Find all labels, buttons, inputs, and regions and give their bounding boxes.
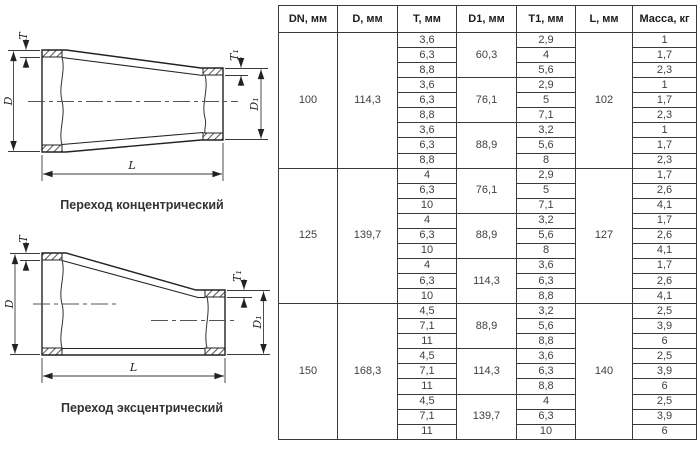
cell-t: 10 [398,243,457,258]
cell-t: 4,5 [398,394,457,409]
cell-d1: 76,1 [457,168,517,213]
cell-mass: 1,7 [633,258,697,273]
cell-t: 6,3 [398,138,457,153]
wall-section [205,290,225,297]
cell-mass: 6 [633,334,697,349]
cell-d1: 114,3 [457,349,517,394]
cell-mass: 4,1 [633,198,697,213]
cell-mass: 2,3 [633,63,697,78]
cell-d: 139,7 [338,168,398,304]
wall-section [42,253,62,260]
cell-t1: 8,8 [517,289,576,304]
wall-section [42,50,62,57]
technical-drawings [0,0,278,450]
cell-t: 4 [398,168,457,183]
cell-t: 4 [398,213,457,228]
cell-mass: 6 [633,379,697,394]
dim-label-d: D [3,299,16,309]
eccentric-reducer-diagram [3,234,270,415]
cell-mass: 1,7 [633,48,697,63]
cell-t: 4,5 [398,304,457,319]
cell-t1: 8,8 [517,334,576,349]
cell-t1: 8 [517,153,576,168]
cell-t: 10 [398,198,457,213]
cell-t: 3,6 [398,123,457,138]
cell-t: 6,3 [398,228,457,243]
cell-t1: 6,3 [517,409,576,424]
dim-label-d1: D₁ [248,97,261,111]
cell-t: 3,6 [398,33,457,48]
cell-t: 4,5 [398,349,457,364]
spec-table-body [279,33,697,440]
cell-mass: 3,9 [633,319,697,334]
column-header: T, мм [398,6,457,33]
cell-d1: 60,3 [457,33,517,78]
cell-dn: 100 [279,33,338,169]
cell-mass: 2,3 [633,108,697,123]
cell-d1: 88,9 [457,304,517,349]
wall-section [42,348,62,355]
cell-t: 6,3 [398,48,457,63]
dim-label-d1: D₁ [251,315,264,329]
cell-t1: 6,3 [517,274,576,289]
cell-t: 6,3 [398,274,457,289]
cell-mass: 2,6 [633,274,697,289]
spec-table [278,5,697,440]
dim-label-l: L [128,159,136,172]
cell-t1: 5 [517,93,576,108]
cell-t1: 3,2 [517,304,576,319]
cell-d1: 88,9 [457,213,517,258]
cell-t1: 8 [517,243,576,258]
cell-t1: 4 [517,48,576,63]
cell-t: 11 [398,424,457,439]
cell-t: 8,8 [398,63,457,78]
cell-t1: 5,6 [517,319,576,334]
cell-t: 11 [398,334,457,349]
dim-label-d: D [2,96,15,106]
cell-mass: 2,5 [633,394,697,409]
column-header: D, мм [338,6,398,33]
cell-mass: 3,9 [633,364,697,379]
cell-t1: 5,6 [517,63,576,78]
cell-t1: 5,6 [517,138,576,153]
cell-t: 4 [398,258,457,273]
wall-section [203,133,223,140]
cell-mass: 2,6 [633,183,697,198]
cell-mass: 4,1 [633,289,697,304]
cell-d: 114,3 [338,33,398,169]
eccentric-caption: Переход эксцентрический [60,401,224,415]
cell-t: 6,3 [398,183,457,198]
cell-dn: 125 [279,168,338,304]
cell-t1: 3,2 [517,123,576,138]
cell-mass: 4,1 [633,243,697,258]
cell-mass: 1,7 [633,138,697,153]
cell-t: 7,1 [398,319,457,334]
cell-t1: 3,6 [517,349,576,364]
cell-mass: 1,7 [633,213,697,228]
cell-t: 11 [398,379,457,394]
concentric-reducer-diagram [2,31,268,212]
cell-d1: 88,9 [457,123,517,168]
dim-label-t: T [17,235,30,243]
cell-l: 102 [576,33,633,169]
column-header: T1, мм [517,6,576,33]
cell-mass: 3,9 [633,409,697,424]
cell-mass: 1 [633,78,697,93]
table-row [279,168,697,183]
column-header: L, мм [576,6,633,33]
cell-t1: 7,1 [517,108,576,123]
cell-t: 6,3 [398,93,457,108]
cell-d1: 114,3 [457,258,517,303]
dim-label-t1: T₁ [231,270,244,282]
cell-t1: 2,9 [517,33,576,48]
cell-t: 8,8 [398,153,457,168]
wall-section [42,145,62,152]
table-row [279,33,697,48]
column-header: Масса, кг [633,6,697,33]
cell-t: 7,1 [398,409,457,424]
wall-section [205,348,225,355]
cell-mass: 1 [633,123,697,138]
dim-label-t: T [17,32,30,40]
cell-mass: 1,7 [633,168,697,183]
cell-d1: 76,1 [457,78,517,123]
cell-d: 168,3 [338,304,398,440]
cell-t1: 5,6 [517,228,576,243]
cell-l: 140 [576,304,633,440]
cell-mass: 2,5 [633,349,697,364]
cell-l: 127 [576,168,633,304]
cell-mass: 1 [633,33,697,48]
wall-section [203,68,223,75]
cell-t1: 3,2 [517,213,576,228]
cell-dn: 150 [279,304,338,440]
column-header: DN, мм [279,6,338,33]
cell-t1: 3,6 [517,258,576,273]
cell-t1: 6,3 [517,364,576,379]
cell-mass: 1,7 [633,93,697,108]
cell-t: 8,8 [398,108,457,123]
cell-mass: 2,5 [633,304,697,319]
cell-mass: 6 [633,424,697,439]
cell-t1: 10 [517,424,576,439]
dim-label-l: L [129,361,138,374]
cell-t1: 2,9 [517,168,576,183]
cell-t1: 4 [517,394,576,409]
cell-t1: 2,9 [517,78,576,93]
cell-d1: 139,7 [457,394,517,440]
cell-t: 7,1 [398,364,457,379]
column-header: D1, мм [457,6,517,33]
cell-t1: 5 [517,183,576,198]
cell-t: 3,6 [398,78,457,93]
concentric-caption: Переход концентрический [60,198,224,212]
cell-t1: 8,8 [517,379,576,394]
cell-t1: 7,1 [517,198,576,213]
table-row [279,304,697,319]
header-row [279,6,697,33]
cell-mass: 2,6 [633,228,697,243]
cell-t: 10 [398,289,457,304]
cell-mass: 2,3 [633,153,697,168]
dim-label-t1: T₁ [228,49,241,61]
